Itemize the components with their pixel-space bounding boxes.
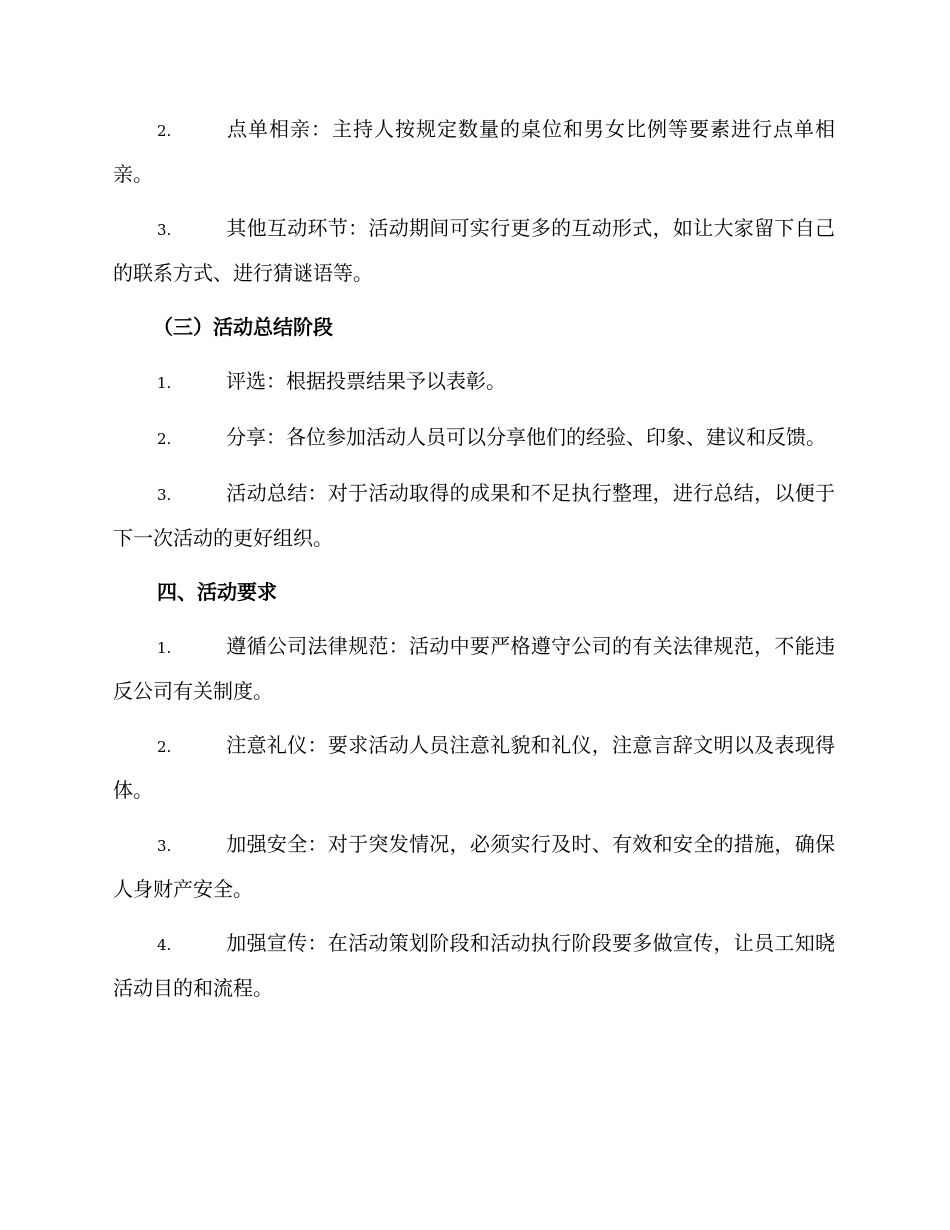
list-item-text: 加强安全：对于突发情况，必须实行及时、有效和安全的措施，确保人身财产安全。 [113,832,835,901]
list-item-number: 1. [157,374,172,392]
list-item-text: 注意礼仪：要求活动人员注意礼貌和礼仪，注意言辞文明以及表现得体。 [113,733,835,802]
list-item-number: 1. [157,639,172,657]
list-item-text: 活动总结：对于活动取得的成果和不足执行整理，进行总结，以便于下一次活动的更好组织。 [113,481,835,550]
list-item [113,625,835,713]
subsection-heading: （三）活动总结阶段 [153,315,333,339]
list-item [113,823,835,911]
list-item [113,416,835,461]
list-item [113,108,835,196]
list-item [113,472,835,560]
list-item-text: 评选：根据投票结果予以表彰。 [226,369,506,393]
list-item-text: 分享：各位参加活动人员可以分享他们的经验、印象、建议和反馈。 [226,425,826,449]
list-item [113,207,835,295]
list-item-number: 2. [157,122,172,140]
list-item [113,724,835,812]
list-item-number: 3. [157,837,172,855]
list-item-number: 3. [157,221,172,239]
list-item-text: 其他互动环节：活动期间可实行更多的互动形式，如让大家留下自己的联系方式、进行猜谜语等。 [113,216,835,285]
list-item-number: 3. [157,486,172,504]
list-item-number: 2. [157,430,172,448]
list-item-text: 加强宣传：在活动策划阶段和活动执行阶段要多做宣传，让员工知晓活动目的和流程。 [113,931,835,1000]
list-item-text: 点单相亲：主持人按规定数量的桌位和男女比例等要素进行点单相亲。 [113,117,835,186]
list-item-number: 2. [157,738,172,756]
list-item-text: 遵循公司法律规范：活动中要严格遵守公司的有关法律规范，不能违反公司有关制度。 [113,634,835,703]
section-heading: 四、活动要求 [157,580,277,604]
document-body [113,108,835,1021]
list-item [113,360,835,405]
list-item-number: 4. [157,936,172,954]
list-item [113,922,835,1010]
